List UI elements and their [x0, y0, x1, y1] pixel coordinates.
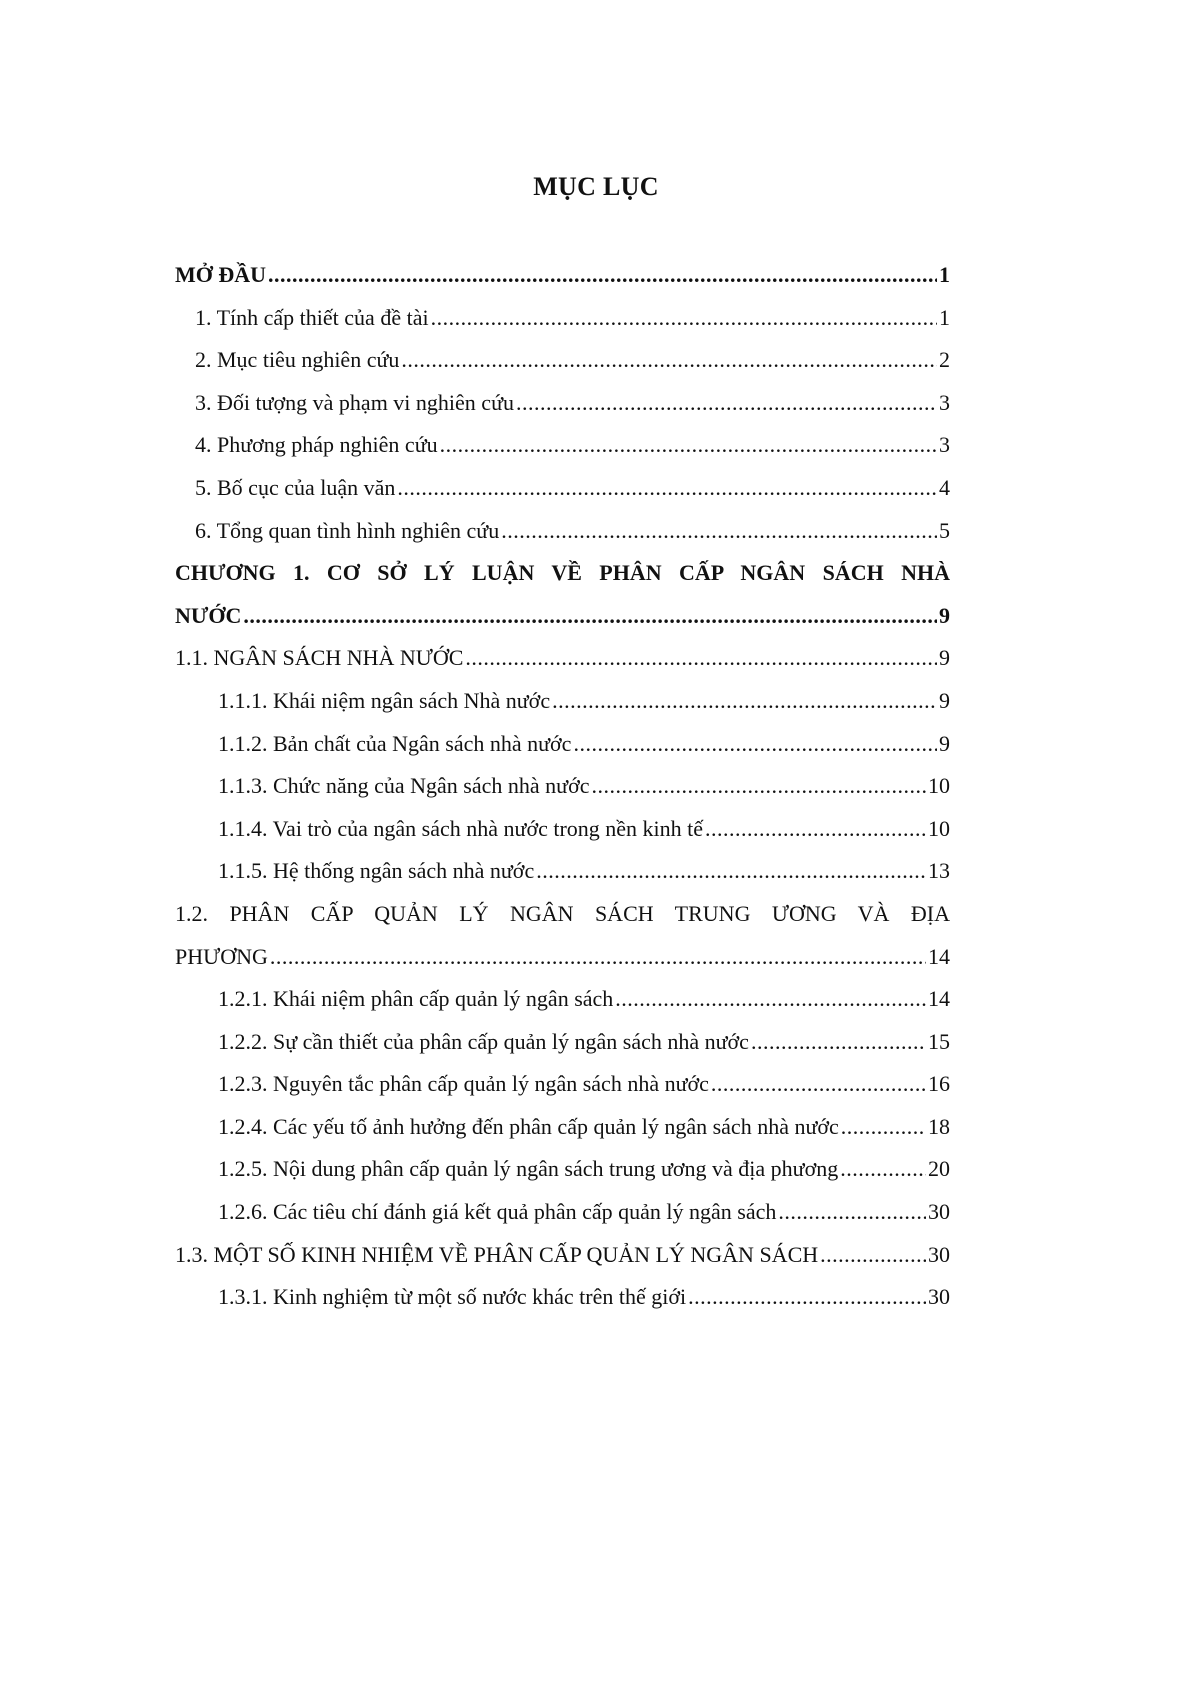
- dot-leader: [778, 1191, 926, 1234]
- dot-leader: [268, 254, 937, 297]
- dot-leader: [552, 680, 937, 723]
- toc-page-number: 2: [939, 347, 950, 373]
- toc-page-number: 1: [939, 262, 950, 287]
- toc-entry-label: 1.3. MỘT SỐ KINH NHIỆM VỀ PHÂN CẤP QUẢN LÝ NGÂN SÁCH: [175, 1241, 819, 1267]
- toc-page-number: 15: [928, 1028, 950, 1054]
- toc-entry-1-2[interactable]: [175, 893, 950, 978]
- toc-entry-label-line1: 1.2. PHÂN CẤP QUẢN LÝ NGÂN SÁCH TRUNG ƯƠNG VÀ ĐỊA: [175, 900, 950, 926]
- toc-entry-1-1[interactable]: [175, 637, 950, 680]
- toc-entry-label: 1.3.1. Kinh nghiệm từ một số nước khác trên thế giới: [218, 1284, 687, 1310]
- dot-leader: [711, 1063, 926, 1106]
- toc-entry-bo-cuc[interactable]: [175, 467, 950, 510]
- toc-page-number: 13: [928, 858, 950, 884]
- table-of-contents: [175, 254, 950, 1319]
- toc-entry-label: 1.2.3. Nguyên tắc phân cấp quản lý ngân sách nhà nước: [218, 1071, 709, 1097]
- toc-entry-label: 2. Mục tiêu nghiên cứu: [195, 347, 400, 373]
- toc-entry-chuong-1[interactable]: [175, 552, 950, 637]
- toc-page-number: 20: [928, 1156, 950, 1182]
- toc-page-number: 16: [928, 1071, 950, 1097]
- toc-page-number: 30: [928, 1199, 950, 1225]
- toc-entry-1-3-1[interactable]: [175, 1276, 950, 1319]
- toc-entry-label: 1.1.3. Chức năng của Ngân sách nhà nước: [218, 773, 590, 799]
- dot-leader: [440, 424, 937, 467]
- toc-page-number: 9: [939, 645, 950, 671]
- toc-entry-label-line2: PHƯƠNG: [175, 943, 268, 969]
- toc-entry-label: 1.2.4. Các yếu tố ảnh hưởng đến phân cấp quản lý ngân sách nhà nước: [218, 1113, 839, 1139]
- toc-entry-1-2-1[interactable]: [175, 978, 950, 1021]
- toc-entry-tinh-cap-thiet[interactable]: [175, 297, 950, 340]
- toc-entry-label: 5. Bố cục của luận văn: [195, 474, 396, 500]
- toc-page-number: 5: [939, 517, 950, 543]
- toc-page-number: 9: [939, 730, 950, 756]
- toc-entry-1-1-1[interactable]: [175, 680, 950, 723]
- toc-page-number: 9: [939, 602, 950, 628]
- dot-leader: [536, 850, 926, 893]
- toc-entry-label: 1. Tính cấp thiết của đề tài: [195, 304, 429, 330]
- dot-leader: [516, 382, 937, 425]
- toc-entry-label: 1.1.2. Bản chất của Ngân sách nhà nước: [218, 730, 572, 756]
- toc-entry-1-2-4[interactable]: [175, 1106, 950, 1149]
- toc-entry-muc-tieu[interactable]: [175, 339, 950, 382]
- dot-leader: [688, 1276, 926, 1319]
- toc-page-number: 30: [928, 1241, 950, 1267]
- dot-leader: [840, 1148, 926, 1191]
- toc-entry-label: 3. Đối tượng và phạm vi nghiên cứu: [195, 389, 514, 415]
- toc-entry-tong-quan[interactable]: [175, 510, 950, 553]
- toc-page-number: 9: [939, 687, 950, 713]
- dot-leader: [615, 978, 926, 1021]
- toc-entry-label: MỞ ĐẦU: [175, 262, 267, 287]
- dot-leader: [397, 467, 937, 510]
- toc-page-number: 18: [928, 1113, 950, 1139]
- toc-entry-label-line2: NƯỚC: [175, 602, 242, 628]
- toc-entry-mo-dau[interactable]: [175, 254, 950, 297]
- toc-page-number: 10: [928, 773, 950, 799]
- toc-entry-1-2-2[interactable]: [175, 1021, 950, 1064]
- toc-entry-label: 6. Tổng quan tình hình nghiên cứu: [195, 517, 500, 543]
- dot-leader: [431, 297, 937, 340]
- toc-page-number: 10: [928, 815, 950, 841]
- toc-page-number: 3: [939, 432, 950, 458]
- dot-leader: [820, 1234, 926, 1277]
- toc-entry-1-2-6[interactable]: [175, 1191, 950, 1234]
- toc-page-number: 14: [928, 986, 950, 1012]
- dot-leader: [592, 765, 927, 808]
- toc-entry-1-1-5[interactable]: [175, 850, 950, 893]
- toc-page-number: 14: [928, 943, 950, 969]
- toc-entry-label: 1.1.4. Vai trò của ngân sách nhà nước trong nền kinh tế: [218, 815, 704, 841]
- toc-title: MỤC LỤC: [533, 172, 659, 201]
- toc-page-number: 30: [928, 1284, 950, 1310]
- toc-entry-doi-tuong[interactable]: [175, 382, 950, 425]
- dot-leader: [573, 723, 937, 766]
- toc-entry-label: 1.2.2. Sự cần thiết của phân cấp quản lý ngân sách nhà nước: [218, 1028, 749, 1054]
- toc-entry-label: 1.1.1. Khái niệm ngân sách Nhà nước: [218, 687, 551, 713]
- dot-leader: [751, 1021, 926, 1064]
- toc-entry-label-line1: CHƯƠNG 1. CƠ SỞ LÝ LUẬN VỀ PHÂN CẤP NGÂN SÁCH NHÀ: [175, 560, 950, 586]
- toc-entry-1-1-4[interactable]: [175, 808, 950, 851]
- toc-entry-label: 1.2.5. Nội dung phân cấp quản lý ngân sách trung ương và địa phương: [218, 1156, 839, 1182]
- toc-entry-1-2-5[interactable]: [175, 1148, 950, 1191]
- toc-entry-label: 1.2.1. Khái niệm phân cấp quản lý ngân sách: [218, 986, 614, 1012]
- dot-leader: [705, 808, 926, 851]
- toc-entry-1-1-3[interactable]: [175, 765, 950, 808]
- toc-page-number: 1: [939, 304, 950, 330]
- toc-entry-1-2-3[interactable]: [175, 1063, 950, 1106]
- toc-entry-label: 4. Phương pháp nghiên cứu: [195, 432, 438, 458]
- toc-entry-1-3[interactable]: [175, 1234, 950, 1277]
- toc-entry-label: 1.1.5. Hệ thống ngân sách nhà nước: [218, 858, 535, 884]
- toc-page-number: 4: [939, 474, 950, 500]
- dot-leader: [841, 1106, 926, 1149]
- dot-leader: [270, 936, 926, 979]
- toc-entry-1-1-2[interactable]: [175, 723, 950, 766]
- dot-leader: [501, 510, 937, 553]
- toc-entry-phuong-phap[interactable]: [175, 424, 950, 467]
- toc-entry-label: 1.2.6. Các tiêu chí đánh giá kết quả phân cấp quản lý ngân sách: [218, 1199, 777, 1225]
- toc-entry-label: 1.1. NGÂN SÁCH NHÀ NƯỚC: [175, 645, 464, 671]
- dot-leader: [465, 637, 937, 680]
- toc-page-number: 3: [939, 389, 950, 415]
- dot-leader: [401, 339, 937, 382]
- dot-leader: [243, 595, 937, 638]
